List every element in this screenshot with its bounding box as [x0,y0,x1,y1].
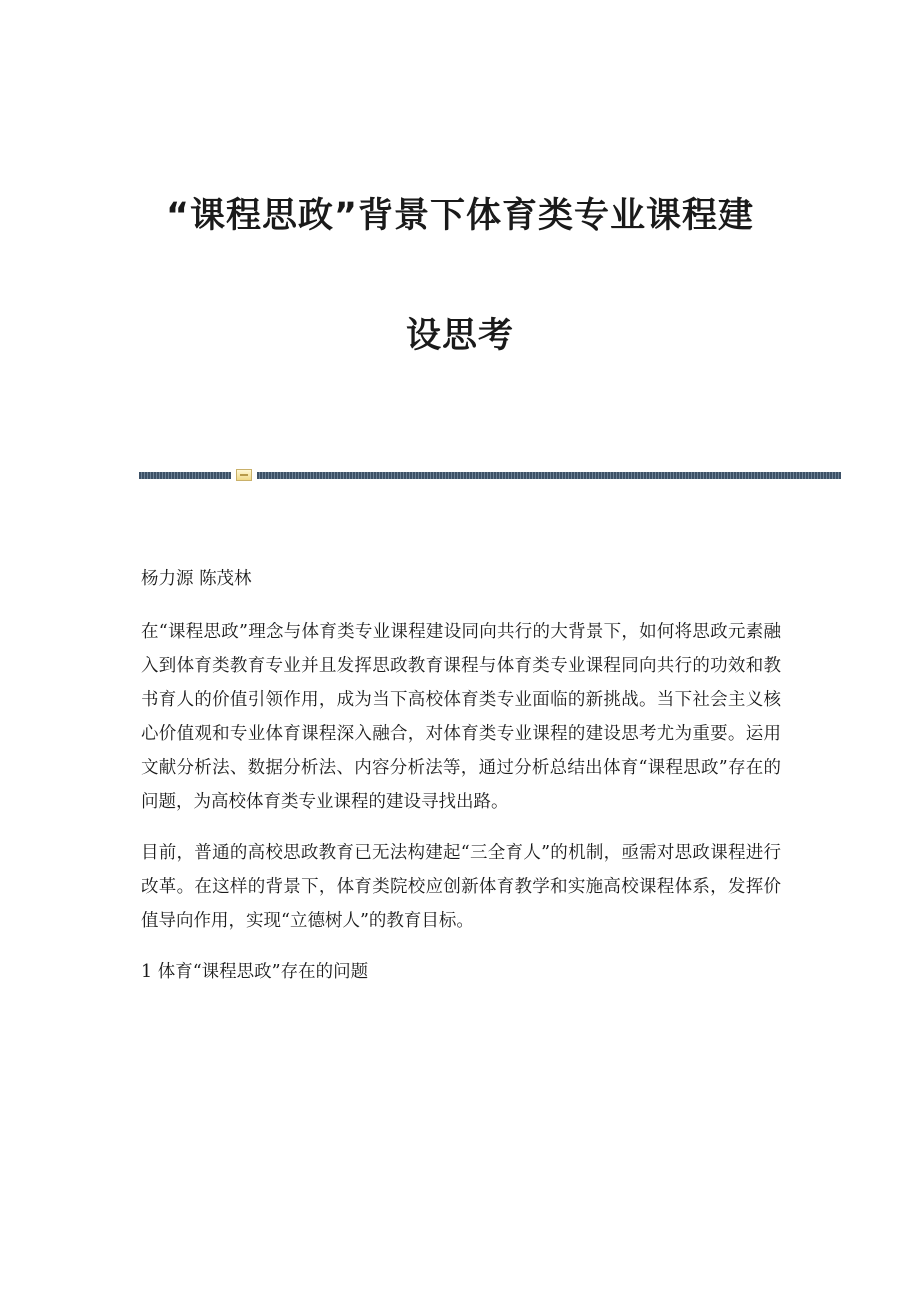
divider-ornament-icon [236,469,252,481]
document-body [141,562,781,1006]
divider-bar-left [139,472,231,479]
intro-paragraph: 目前，普通的高校思政教育已无法构建起“三全育人”的机制，亟需对思政课程进行改革。在这样的背景下，体育类院校应创新体育教学和实施高校课程体系，发挥价值导向作用，实现“立德树人”的教育目标。 [141,843,781,931]
document-title-line-2: 设思考 [405,316,514,356]
divider-bar-right [257,472,841,479]
section-heading: 1 体育“课程思政”存在的问题 [141,962,369,982]
document-title-line-1: “课程思政”背景下体育类专业课程建 [165,196,754,236]
title-divider [139,468,841,482]
abstract-paragraph: 在“课程思政”理念与体育类专业课程建设同向共行的大背景下，如何将思政元素融入到体育类教育专业并且发挥思政教育课程与体育类专业课程同向共行的功效和教书育人的价值引领作用，成为当下高校体育类专业面临的新挑战。当下社会主义核心价值观和专业体育课程深入融合，对体育类专业课程的建设思考尤为重要。运用文献分析法、数据分析法、内容分析法等，通过分析总结出体育“课程思政”存在的问题，为高校体育类专业课程的建设寻找出路。 [141,622,781,812]
authors: 杨力源 陈茂林 [141,569,252,589]
